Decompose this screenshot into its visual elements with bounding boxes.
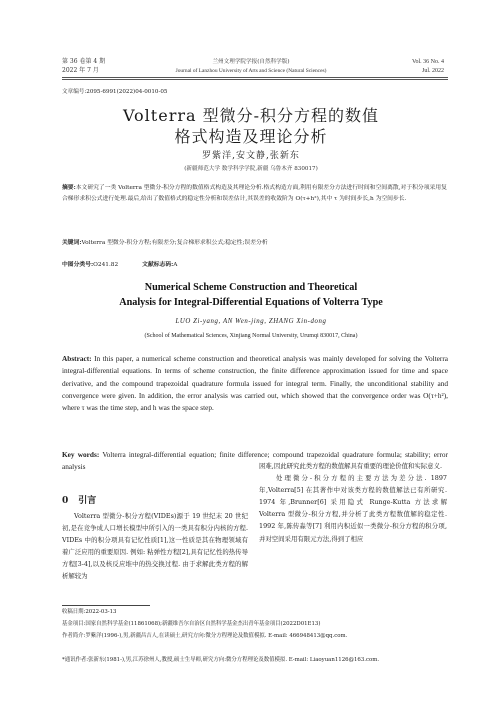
header-vol-en: Vol. 36 No. 4 — [411, 59, 444, 65]
abstract-cn — [62, 183, 448, 204]
abstract-en-label: Abstract: — [62, 354, 92, 363]
abstract-en — [62, 353, 448, 414]
header-rule-top — [62, 77, 448, 78]
title-en-line1: Numerical Scheme Construction and Theoretical — [144, 282, 358, 293]
clc-label: 中图分类号: — [62, 262, 94, 268]
footnote-rule — [62, 605, 150, 606]
header-rule-bottom — [62, 79, 448, 80]
keywords-cn-text: Volterra 型微分-积分方程;有限差分;复合梯形求积公式;稳定性;误差分析 — [81, 240, 268, 246]
keywords-cn-label: 关键词: — [62, 240, 82, 246]
keywords-cn — [62, 238, 448, 249]
section-heading — [62, 493, 96, 506]
footnote-received: 收稿日期:2022-03-13 — [62, 609, 117, 615]
article-number: 文章编号:2095-6991(2022)04-0010-05 — [62, 89, 168, 95]
doc-code-label: 文献标志码: — [142, 262, 174, 268]
header-journal-en: Journal of Lanzhou University of Arts and Science (Natural Sciences) — [175, 68, 327, 74]
clc-value: O241.82 — [93, 262, 119, 268]
affiliation-cn: (新疆师范大学 数学科学学院,新疆 乌鲁木齐 830017) — [184, 166, 318, 172]
section-title: 引言 — [78, 496, 97, 506]
header-date: 2022 年 7 月 — [62, 67, 99, 74]
authors-cn: 罗紫洋,安文静,张新东 — [202, 151, 300, 161]
abstract-en-text: In this paper, a numerical scheme construction and theoretical analysis was mainly developed for solving the Volterra integral-differential equations. In terms of scheme construction, the finite difference approximation issued for time and space derivative, and the compound trapezoidal quadrature formula issued for integral term. Finally, the unconditional stability and convergence were given. In addition, the error analysis was carried out, which showed that the convergence order was O(τ+h²), where τ was the time step, and h was the space step. — [62, 354, 448, 413]
doc-code-value: A — [173, 262, 178, 268]
body-left-column: Volterra 型微分-积分方程(VIDEs)源于 19 世纪末 20 世纪初,是在竞争成人口增长模型中所引入的一类具有积分内核的方程. VIDEs 中的积分项具有记忆性质[1],这一性质是其在物理领域有着广泛应用的重要原因. 例如: 粘弹性方程[2],具有记忆性的热传导方程[3-4],以及核反应堆中的热交换过程. 由于求解此类方程的解析解较为 — [62, 512, 248, 581]
header-volume: 第 36 卷第 4 期 — [62, 58, 106, 65]
keywords-en-text: Volterra integral-differential equation; finite difference; compound trapezoidal quadrature formula; stability; error analysis — [62, 450, 448, 472]
header-journal-cn: 兰州文理学院学报(自然科学版) — [212, 59, 290, 65]
keywords-en-label: Key words: — [62, 450, 100, 459]
footnote-corresponding: *通讯作者:张新东(1981-),男,江苏徐州人,教授,硕士生导师,研究方向:微分方程理论及数值模拟. E-mail: Liaoyuan1126@163.com. — [62, 657, 380, 663]
footnote-author: 作者简介:罗紫洋(1996-),男,新疆昌吉人,在读硕士,研究方向:微分方程理论及数值模拟. E-mail: 466948413@qq.com. — [62, 633, 348, 639]
title-cn-line1: Volterra 型微分-积分方程的数值 — [122, 106, 380, 125]
classification-row — [62, 259, 177, 268]
section-number: 0 — [62, 496, 69, 506]
title-en-line2: Analysis for Integral-Differential Equations of Volterra Type — [119, 297, 383, 308]
header-date-en: Jul. 2022 — [421, 68, 444, 74]
abstract-cn-label: 摘要: — [62, 185, 76, 191]
title-cn-line2: 格式构造及理论分析 — [174, 127, 328, 146]
body-right-column: 困难,因此研究此类方程的数值解具有重要的理论价值和实际意义. 处理微分-积分方程的主要方法为差分法. 1897 年,Volterra[5] 在其著作中对该类方程的数值解法已有所研究. 1974 年,Brunner[6] 采用隐式 Runge-Kutta 方法求解 Volterra 型微分-积分方程,并分析了此类方程数值解的稳定性. 1992 年,陈传淼等[7] 利用内积近似一类微分-积分方程的积分项,并对空间采用有限元方法,得到了相应 — [259, 462, 447, 543]
authors-en: LUO Zi-yang, AN Wen-jing, ZHANG Xin-dong — [175, 318, 327, 325]
footnote-fund: 基金项目:国家自然科学基金(11861068);新疆维吾尔自治区自然科学基金杰出青年基金项目(2022D01E13) — [62, 621, 321, 627]
affiliation-en: (School of Mathematical Sciences, Xinjiang Normal University, Urumqi 830017, China) — [144, 333, 358, 339]
abstract-cn-text: 本文研究了一类 Volterra 型微分-积分方程的数值格式构造及其理论分析.格式构造方面,利用有限差分方法进行时间和空间离散,对于积分项采用复合梯形求积公式进行处理.最后,给出了数值格式的稳定性分析和误差估计,其误差的收敛阶为 O(τ+h²),其中 τ 为时间步长,h 为空间步长. — [62, 185, 447, 202]
